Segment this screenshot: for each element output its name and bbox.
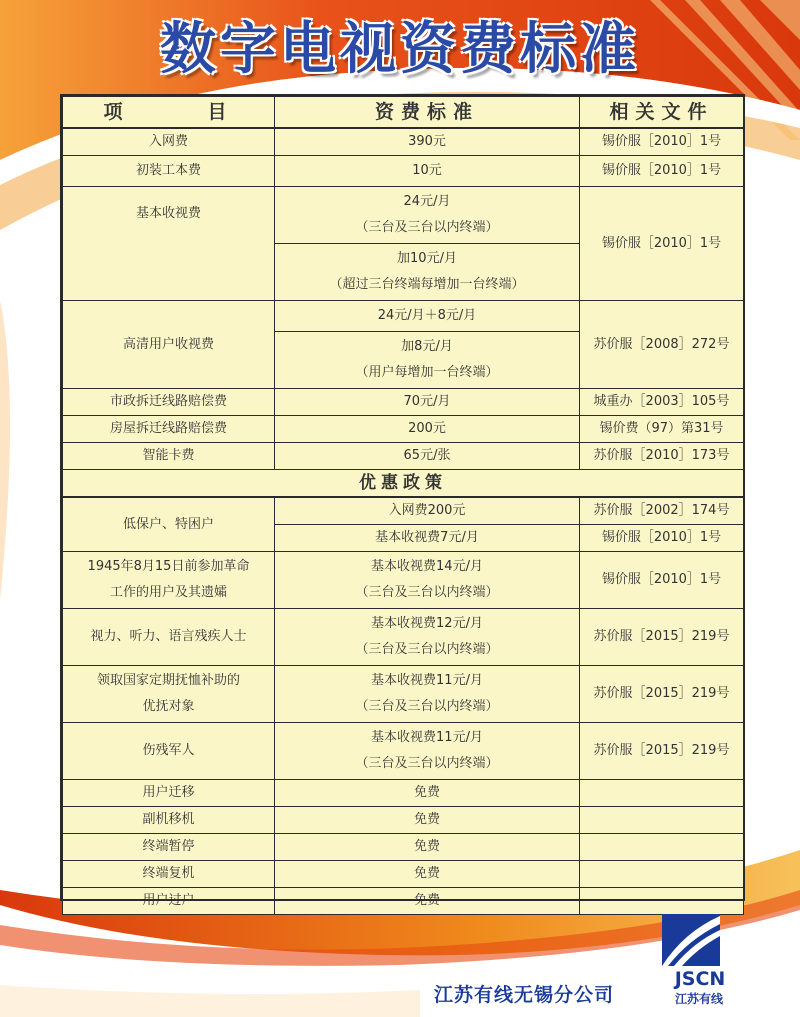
table-row (63, 156, 744, 187)
price-cell (275, 609, 580, 666)
table-row (63, 552, 744, 609)
price-cell: 10元 (275, 156, 580, 187)
header-price: 资费标准 (275, 97, 580, 129)
document-cell: 城重办［2003］105号 (580, 389, 744, 416)
table-row (63, 301, 744, 332)
price-cell: 免费 (275, 888, 580, 915)
header-document: 相关文件 (580, 97, 744, 129)
item-line: 领取国家定期抚恤补助的 (96, 673, 240, 688)
price-cell: 入网费200元 (275, 497, 580, 525)
table-row (63, 888, 744, 915)
table-row (63, 780, 744, 807)
document-cell: 苏价服［2008］272号 (580, 301, 744, 389)
table-row (63, 443, 744, 470)
item-cell: 入网费 (63, 128, 275, 156)
price-cell: 200元 (275, 416, 580, 443)
logo-brand-text: JSCN (674, 968, 726, 990)
logo-tagline: 江苏有线 (674, 992, 723, 1006)
item-cell (63, 666, 275, 723)
document-cell (580, 834, 744, 861)
table-row (63, 497, 744, 525)
item-cell: 副机移机 (63, 807, 275, 834)
price-line: 加8元/月 (401, 339, 453, 354)
price-cell: 65元/张 (275, 443, 580, 470)
item-cell: 市政拆迁线路赔偿费 (63, 389, 275, 416)
price-cell (275, 552, 580, 609)
section-title: 优惠政策 (63, 470, 744, 498)
price-line: 加10元/月 (397, 251, 457, 266)
table-header-row (63, 97, 744, 129)
document-cell: 锡价服［2010］1号 (580, 128, 744, 156)
item-line: 工作的用户及其遗孀 (109, 585, 227, 600)
price-note: （用户每增加一台终端） (355, 365, 499, 380)
price-line: 基本收视费11元/月 (371, 673, 483, 688)
price-cell: 免费 (275, 834, 580, 861)
price-cell: 70元/月 (275, 389, 580, 416)
table-row (63, 723, 744, 780)
table-row (63, 834, 744, 861)
price-cell (275, 666, 580, 723)
price-cell: 免费 (275, 780, 580, 807)
item-cell: 终端复机 (63, 861, 275, 888)
document-cell (580, 807, 744, 834)
price-cell (275, 187, 580, 244)
document-cell: 锡价服［2010］1号 (580, 187, 744, 301)
item-cell: 房屋拆迁线路赔偿费 (63, 416, 275, 443)
document-cell: 锡价服［2010］1号 (580, 552, 744, 609)
price-note: （三台及三台以内终端） (355, 756, 499, 771)
item-cell: 基本收视费 (63, 187, 275, 301)
price-cell (275, 332, 580, 389)
table-row (63, 861, 744, 888)
jscn-logo-icon (654, 912, 744, 968)
header-item: 项 目 (63, 97, 275, 129)
page-title: 数字电视资费标准 (160, 17, 640, 82)
item-line: 优抚对象 (142, 699, 195, 714)
price-cell: 免费 (275, 861, 580, 888)
price-cell: 免费 (275, 807, 580, 834)
price-cell (275, 244, 580, 301)
section-row (63, 470, 744, 498)
document-cell: 苏价服［2015］219号 (580, 609, 744, 666)
price-note: （三台及三台以内终端） (355, 642, 499, 657)
item-cell: 视力、听力、语言残疾人士 (63, 609, 275, 666)
item-cell: 伤残军人 (63, 723, 275, 780)
table-row (63, 609, 744, 666)
company-name: 江苏有线无锡分公司 (434, 984, 615, 1006)
fee-table (62, 96, 744, 915)
table-row (63, 389, 744, 416)
document-cell (580, 888, 744, 915)
price-line: 基本收视费11元/月 (371, 730, 483, 745)
item-line: 1945年8月15日前参加革命 (87, 559, 250, 574)
price-note: （三台及三台以内终端） (355, 220, 499, 235)
price-note: （三台及三台以内终端） (355, 699, 499, 714)
item-cell (63, 552, 275, 609)
price-line: 基本收视费14元/月 (371, 559, 483, 574)
table-row (63, 666, 744, 723)
document-cell: 锡价费（97）第31号 (580, 416, 744, 443)
document-cell: 苏价服［2010］173号 (580, 443, 744, 470)
document-cell: 苏价服［2015］219号 (580, 723, 744, 780)
table-row (63, 128, 744, 156)
price-cell: 390元 (275, 128, 580, 156)
item-cell: 终端暂停 (63, 834, 275, 861)
item-cell: 智能卡费 (63, 443, 275, 470)
document-cell: 苏价服［2015］219号 (580, 666, 744, 723)
document-cell: 苏价服［2002］174号 (580, 497, 744, 525)
jscn-logo (654, 912, 744, 1010)
price-cell (275, 723, 580, 780)
document-cell: 锡价服［2010］1号 (580, 156, 744, 187)
item-cell: 用户迁移 (63, 780, 275, 807)
item-cell: 用户过户 (63, 888, 275, 915)
price-note: （超过三台终端每增加一台终端） (329, 277, 525, 292)
item-cell: 初装工本费 (63, 156, 275, 187)
document-cell (580, 780, 744, 807)
price-line: 24元/月 (403, 194, 451, 209)
item-cell: 低保户、特困户 (63, 497, 275, 552)
table-row (63, 416, 744, 443)
document-cell (580, 861, 744, 888)
price-cell: 24元/月＋8元/月 (275, 301, 580, 332)
document-cell: 锡价服［2010］1号 (580, 525, 744, 552)
table-row (63, 187, 744, 244)
price-note: （三台及三台以内终端） (355, 585, 499, 600)
price-line: 基本收视费12元/月 (371, 616, 483, 631)
table-row (63, 807, 744, 834)
item-cell: 高清用户收视费 (63, 301, 275, 389)
price-cell: 基本收视费7元/月 (275, 525, 580, 552)
